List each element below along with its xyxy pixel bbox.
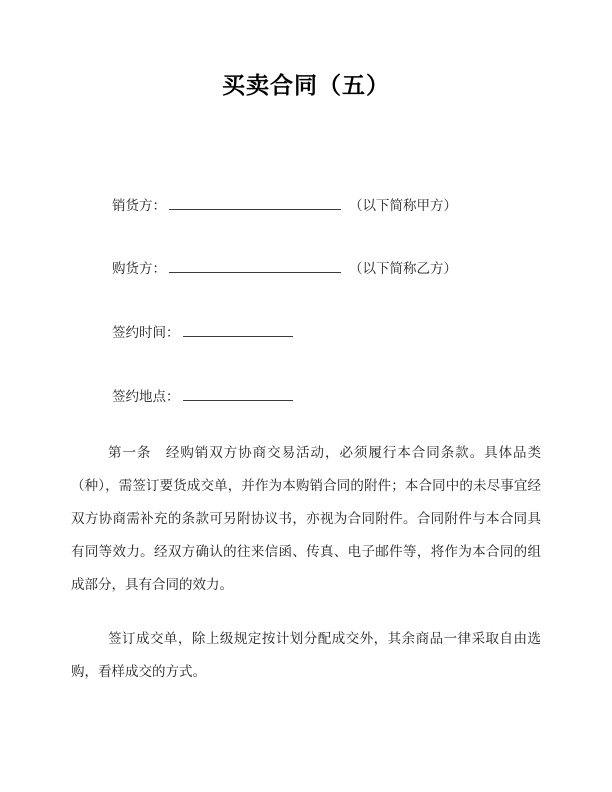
buyer-blank-field[interactable]: [169, 258, 341, 273]
clause-1-extra-paragraph: 签订成交单，除上级规定按计划分配成交外，其余商品一律采取自由选购，看样成交的方式。: [71, 631, 541, 680]
buyer-label: 购货方：: [112, 261, 166, 277]
seller-row: [112, 195, 457, 215]
buyer-row: [112, 258, 457, 278]
seller-blank-field[interactable]: [169, 195, 341, 210]
clause-1-paragraph: 第一条 经购销双方协商交易活动，必须履行本合同条款。具体品类（种），需签订要货成交单，并作为本购销合同的附件；本合同中的未尽事宜经双方协商需补充的条款可另附协议书，亦视为合同附件。合同附件与本合同具有同等效力。经双方确认的往来信函、传真、电子邮件等，将作为本合同的组成部分，具有合同的效力。: [71, 445, 541, 593]
buyer-suffix: （以下简称乙方）: [349, 261, 457, 277]
sign-time-row: [112, 322, 293, 342]
seller-label: 销货方：: [112, 198, 166, 214]
sign-place-row: [112, 386, 293, 406]
sign-place-label: 签约地点：: [112, 389, 180, 405]
sign-time-label: 签约时间：: [112, 325, 180, 341]
seller-suffix: （以下简称甲方）: [349, 198, 457, 214]
sign-place-blank-field[interactable]: [183, 386, 293, 401]
document-title: 买卖合同（五）: [222, 73, 390, 99]
sign-time-blank-field[interactable]: [183, 322, 293, 337]
